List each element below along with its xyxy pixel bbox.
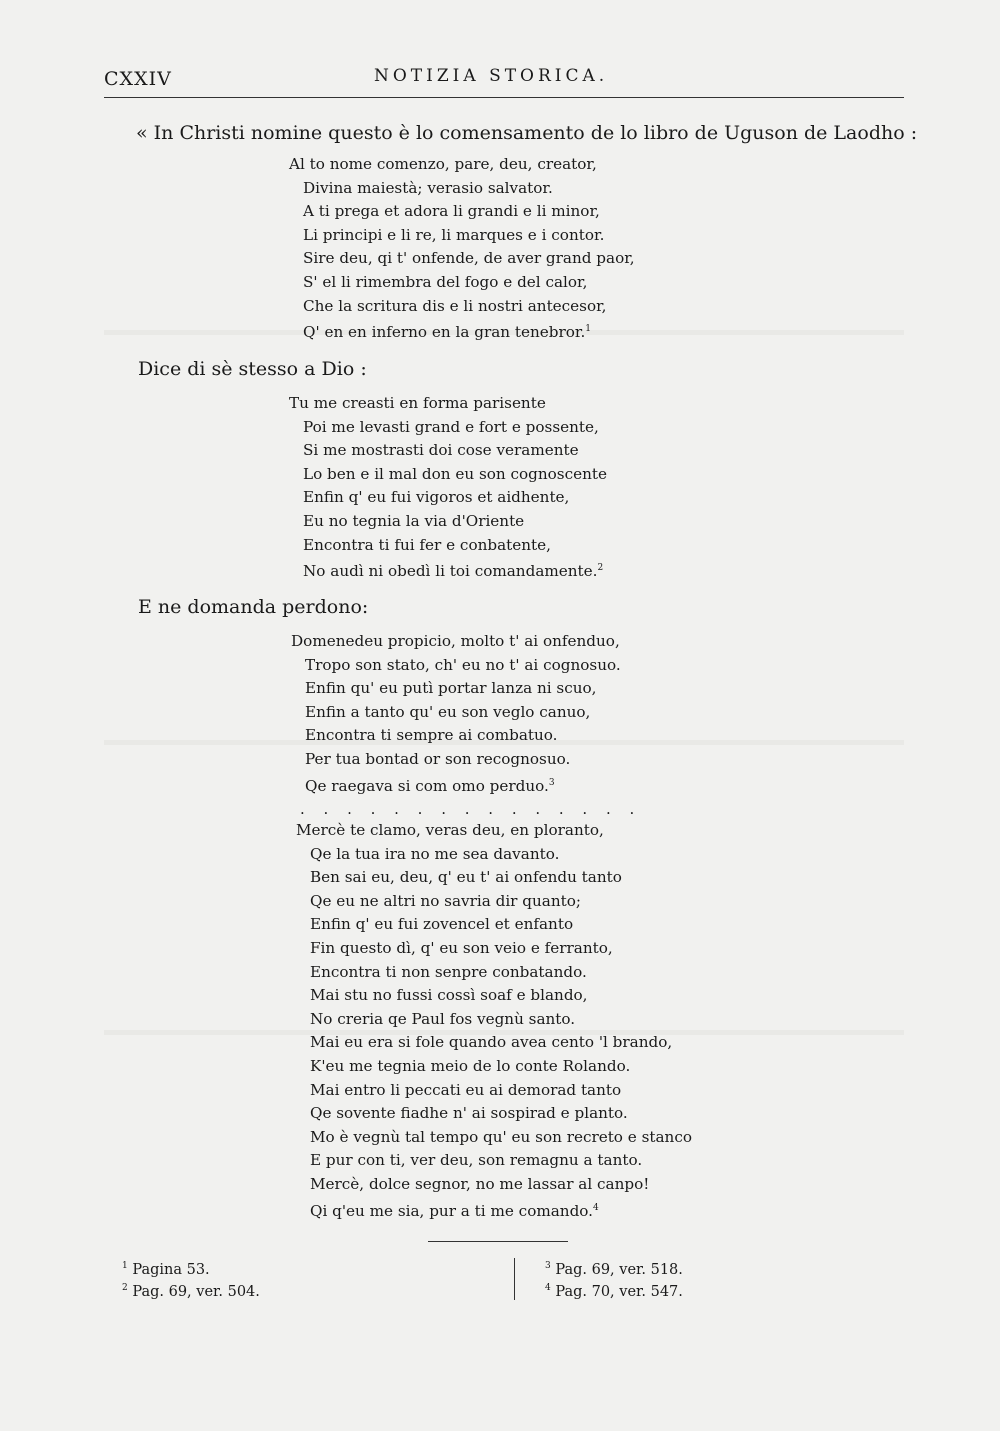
ellipsis-line: . . . . . . . . . . . . . . . <box>300 800 642 818</box>
verse-line: Poi me levasti grand e fort e possente, <box>303 417 599 436</box>
verse-line: Mai eu era si fole quando avea cento 'l brando, <box>310 1033 673 1052</box>
verse-line: E pur con ti, ver deu, son remagnu a tanto. <box>310 1151 643 1170</box>
section-heading: Dice di sè stesso a Dio : <box>138 358 367 380</box>
footnote-ref: 4 <box>593 1202 599 1213</box>
verse-line: No audì ni obedì li toi comandamente.$^2$ <box>303 562 604 581</box>
footnote-ref: 3 <box>548 777 555 788</box>
footnote-column-divider <box>514 1258 515 1300</box>
verse-line: Enfin q' eu fui zovencel et enfanto <box>310 915 574 934</box>
section-heading: E ne domanda perdono: <box>138 596 369 618</box>
verse-line: Al to nome comenzo, pare, deu, creator, <box>289 155 597 173</box>
verse-stanza-2 <box>289 392 607 581</box>
footnote-ref: 1 <box>585 324 592 335</box>
verse-line: Encontra ti sempre ai combatuo. <box>305 726 558 745</box>
verse-line: Eu no tegnia la via d'Oriente <box>303 511 525 530</box>
verse-line: Qe eu ne altri no savria dir quanto; <box>310 891 581 910</box>
footnotes-left <box>122 1255 260 1299</box>
verse-line: Qe raegava si com omo perduo.$^3$ <box>305 776 555 795</box>
verse-line: A ti prega et adora li grandi e li minor, <box>303 202 600 221</box>
verse-line: Encontra ti non senpre conbatando. <box>310 962 587 981</box>
header-rule <box>104 97 904 98</box>
verse-line: Che la scritura dis e li nostri antecesor, <box>303 296 607 315</box>
verse-line: Fin questo dì, q' eu son veio e ferranto, <box>310 938 613 957</box>
verse-line: Mai entro li peccati eu ai demorad tanto <box>310 1080 622 1099</box>
verse-line: Enfin qu' eu putì portar lanza ni scuo, <box>305 679 597 698</box>
verse-line: No creria qe Paul fos vegnù santo. <box>310 1009 576 1028</box>
verse-line: Enfin a tanto qu' eu son veglo canuo, <box>305 702 591 721</box>
verse-line: Mercè te clamo, veras deu, en ploranto, <box>296 821 604 839</box>
verse-line: Lo ben e il mal don eu son cognoscente <box>303 464 607 483</box>
verse-line: Li principi e li re, li marques e i contor. <box>303 225 605 244</box>
verse-line: K'eu me tegnia meio de lo conte Rolando. <box>310 1056 631 1075</box>
verse-line: Sire deu, qi t' onfende, de aver grand paor, <box>303 249 635 268</box>
running-title: NOTIZIA STORICA. <box>374 66 609 86</box>
intro-line: « In Christi nomine questo è lo comensamento de lo libro de Uguson de Laodho : <box>136 122 918 144</box>
verse-stanza-4 <box>296 819 692 1220</box>
verse-line: Qi q'eu me sia, pur a ti me comando.$^4$ <box>310 1201 599 1220</box>
verse-line: Enfin q' eu fui vigoros et aidhente, <box>303 488 570 507</box>
footnote: $^2$ Pag. 69, ver. 504. <box>122 1283 260 1300</box>
verse-line: Per tua bontad or son recognosuo. <box>305 749 571 768</box>
verse-line: Encontra ti fui fer e conbatente, <box>303 535 551 554</box>
verse-line: Q' en en inferno en la gran tenebror.$^1$ <box>303 323 592 342</box>
verse-line: S' el li rimembra del fogo e del calor, <box>303 272 588 291</box>
footnote-ref: 2 <box>597 563 604 574</box>
footnote-rule <box>428 1241 568 1242</box>
verse-line: Qe la tua ira no me sea davanto. <box>310 844 560 863</box>
footnote: $^1$ Pagina 53. <box>122 1261 210 1278</box>
footnote: $^4$ Pag. 70, ver. 547. <box>545 1283 683 1300</box>
verse-line: Tropo son stato, ch' eu no t' ai cognosuo. <box>305 655 621 674</box>
verse-stanza-3 <box>291 630 621 795</box>
verse-line: Qe sovente fiadhe n' ai sospirad e planto. <box>310 1104 628 1123</box>
verse-line: Mo è vegnù tal tempo qu' eu son recreto e stanco <box>310 1127 692 1146</box>
footnotes-right <box>545 1255 683 1299</box>
verse-line: Domenedeu propicio, molto t' ai onfenduo, <box>291 632 620 650</box>
verse-line: Mai stu no fussi cossì soaf e blando, <box>310 986 588 1005</box>
verse-line: Divina maiestà; verasio salvator. <box>303 178 553 197</box>
verse-line: Tu me creasti en forma parisente <box>289 394 546 412</box>
verse-line: Si me mostrasti doi cose veramente <box>303 441 579 460</box>
verse-stanza-1 <box>289 153 635 342</box>
verse-line: Mercè, dolce segnor, no me lassar al canpo! <box>310 1174 650 1193</box>
footnote: $^3$ Pag. 69, ver. 518. <box>545 1261 683 1278</box>
page-number: CXXIV <box>104 68 172 90</box>
verse-line: Ben sai eu, deu, q' eu t' ai onfendu tanto <box>310 868 622 887</box>
